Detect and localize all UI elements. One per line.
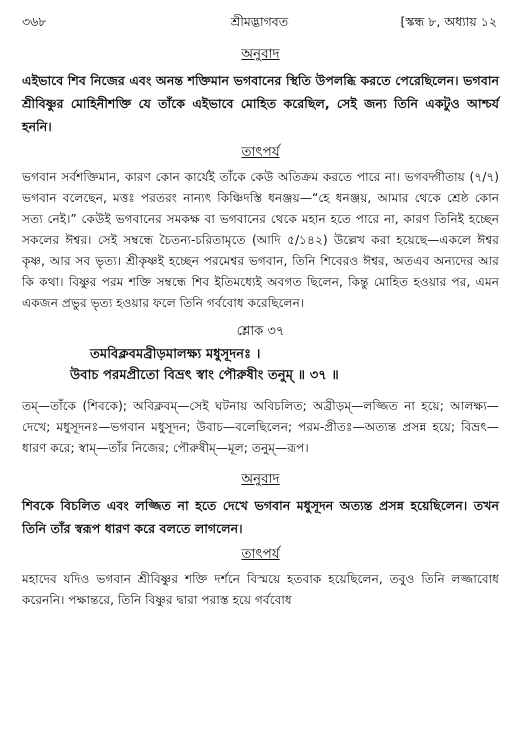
page-header [22,12,497,34]
purport-text: ভগবান সর্বশক্তিমান, কারণ কোন কার্যেই তাঁকে কেউ অতিক্রম করতে পারে না। ভগবদ্গীতায় (৭/৭) ভগবান বলেছেন, মত্তঃ পরতরং নান্যৎ কিঞ্চিদস্তি ধনঞ্জয়—“হে ধনঞ্জয়, আমার থেকে শ্রেষ্ঠ কোন সত্য নেই।” কেউই ভগবানের সমকক্ষ বা ভগবানের থেকে মহান হতে পারে না, কারণ তিনিই হচ্ছেন সকলের ঈশ্বর। সেই সম্বন্ধে চৈতন্য-চরিতামৃতে (আদি ৫/১৪২) উল্লেখ করা হয়েছে—একলে ঈশ্বর কৃষ্ণ, আর সব ভৃত্য। শ্রীকৃষ্ণই হচ্ছেন পরমেশ্বর ভগবান, তিনি শিবেরও ঈশ্বর, অতএব অন্যদের আর কি কথা। বিষ্ণুর পরম শক্তি সম্বন্ধে শিব ইতিমধ্যেই অবগত ছিলেন, কিন্তু মোহিত হওয়ার পর, এমন একজন প্রভুর ভৃত্য হওয়ার ফলে তিনি গর্ববোধ করেছিলেন। [22,170,499,310]
chapter-reference: [স্কন্ধ ৮, অধ্যায় ১২ [400,14,497,29]
verse-line-2: উবাচ পরমপ্রীতো বিভ্রৎ স্বাং পৌরুষীং তনুম্ ॥ ৩৭ ॥ [70,368,339,383]
translation-heading-2: অনুবাদ [241,471,280,487]
page-number: ৩৬৮ [22,14,47,29]
verse-line-1: তমবিক্লবমব্রীড়মালক্ষ্য মধুসূদনঃ । [90,347,261,362]
purport-heading-2: তাৎপর্য [241,546,280,562]
synonyms-text: তম্—তাঁকে (শিবকে); অবিক্লবম্—সেই ঘটনায় অবিচলিত; অব্রীড়ম্—লজ্জিত না হয়ে; আলক্ষ্য—দেখে; মধুসূদনঃ—ভগবান মধুসূদন; উবাচ—বলেছিলেন; পরম-প্রীতঃ—অত্যন্ত প্রসন্ন হয়ে; বিভ্রৎ—ধারণ করে; স্বাম্—তাঁর নিজের; পৌরুষীম্—মূল; তনুম্—রূপ। [22,399,499,455]
book-title: শ্রীমদ্ভাগবত [230,14,289,29]
purport-heading: তাৎপর্য [241,144,280,160]
translation-heading: অনুবাদ [241,46,280,62]
translation-text: এইভাবে শিব নিজের এবং অনন্ত শক্তিমান ভগবানের স্থিতি উপলব্ধি করতে পেরেছিলেন। ভগবান শ্রীবিষ্ণুর মোহিনীশক্তি যে তাঁকে এইভাবে মোহিত করেছিল, সেই জন্য তিনি একটুও আশ্চর্য হননি। [22,73,499,134]
purport-text-2: মহাদেব যদিও ভগবান শ্রীবিষ্ণুর শক্তি দর্শনে বিস্ময়ে হতবাক হয়েছিলেন, তবুও তিনি লজ্জাবোধ করেননি। পক্ষান্তরে, তিনি বিষ্ণুর দ্বারা পরাস্ত হয়ে গর্ববোধ [22,572,499,607]
verse-title: শ্লোক ৩৭ [236,324,285,339]
verse-block [22,344,499,386]
page-content [22,40,499,611]
translation-text-2: শিবকে বিচলিত এবং লজ্জিত না হতে দেখে ভগবান মধুসূদন অত্যন্ত প্রসন্ন হয়েছিলেন। তখন তিনি তাঁর স্বরূপ ধারণ করে বলতে লাগলেন। [22,498,499,536]
